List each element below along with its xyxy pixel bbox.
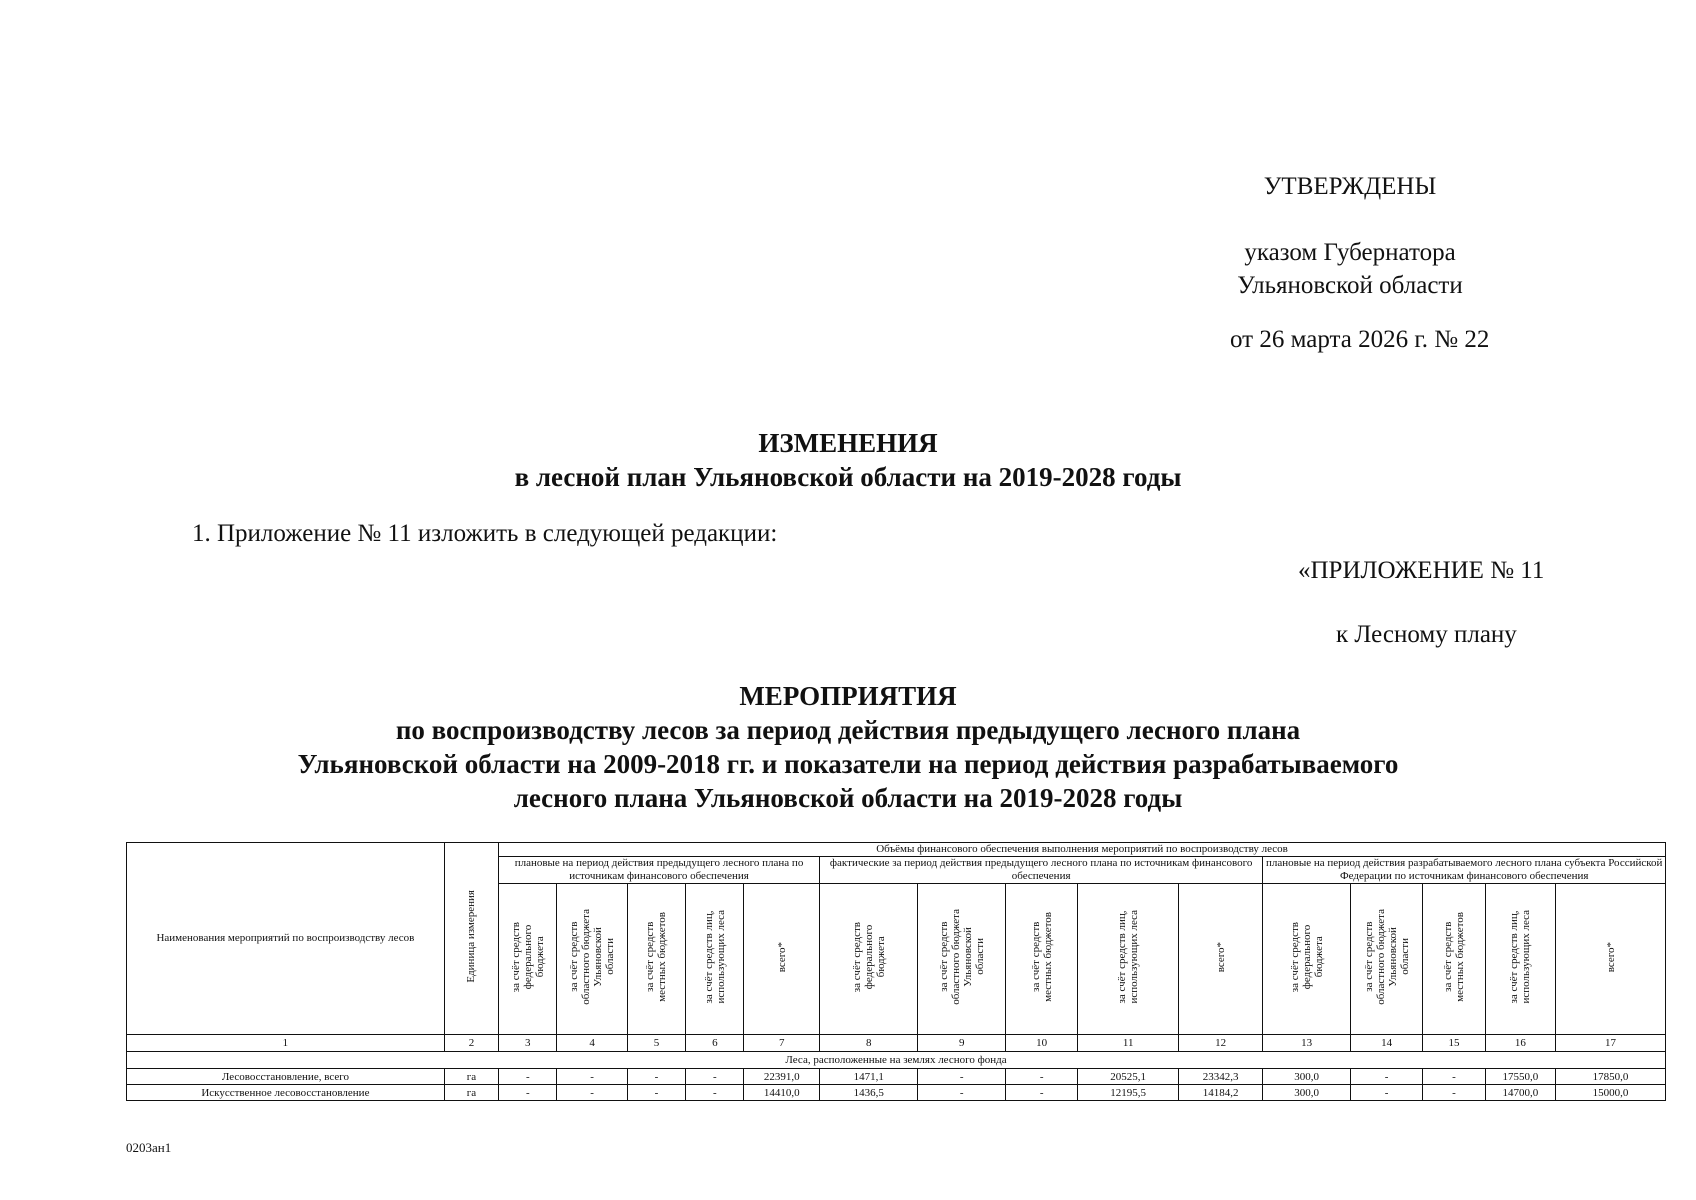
- table-cell: 17850,0: [1556, 1069, 1666, 1085]
- table-cell: -: [557, 1069, 627, 1085]
- header-group-actual-previous: фактические за период действия предыдущего лесного плана по источникам финансового обеспечения: [819, 857, 1263, 884]
- table-row: [127, 1085, 1666, 1101]
- section-label: Леса, расположенные на землях лесного фонда: [127, 1052, 1666, 1069]
- document-code: 0203ан1: [126, 1140, 172, 1155]
- approval-issuer-line2: Ульяновской области: [1237, 272, 1463, 299]
- header-local: за счёт средств местных бюджетов: [1423, 884, 1485, 1035]
- table-cell: га: [444, 1085, 498, 1101]
- header-users: за счёт средств лиц, использующих леса: [1078, 884, 1179, 1035]
- header-total: всего*: [744, 884, 819, 1035]
- approval-date: от 26 марта 2026 г. № 22: [1230, 326, 1490, 353]
- approval-issuer: [1230, 236, 1470, 302]
- table-cell: 14410,0: [744, 1085, 819, 1101]
- table-cell: 23342,3: [1178, 1069, 1262, 1085]
- table-cell: -: [1005, 1069, 1077, 1085]
- column-number: 3: [499, 1035, 557, 1052]
- row-name: Лесовосстановление, всего: [127, 1069, 445, 1085]
- appendix-ref: к Лесному плану: [1336, 621, 1517, 648]
- table-cell: -: [918, 1069, 1006, 1085]
- table-cell: -: [1423, 1069, 1485, 1085]
- approval-issuer-line1: указом Губернатора: [1244, 239, 1456, 266]
- header-total: всего*: [1178, 884, 1262, 1035]
- table-cell: -: [499, 1069, 557, 1085]
- header-regional: за счёт средств областного бюджета Ульяновской области: [918, 884, 1006, 1035]
- table-cell: -: [627, 1085, 685, 1101]
- header-volumes: Объёмы финансового обеспечения выполнения мероприятий по воспроизводству лесов: [499, 843, 1666, 857]
- header-federal: за счёт средств федерального бюджета: [499, 884, 557, 1035]
- header-federal: за счёт средств федерального бюджета: [819, 884, 918, 1035]
- header-regional: за счёт средств областного бюджета Ульяновской области: [557, 884, 627, 1035]
- section-subtitle-3: лесного плана Ульяновской области на 2019-2028 годы: [513, 783, 1183, 813]
- page-subtitle: в лесной план Ульяновской области на 2019-2028 годы: [514, 462, 1182, 492]
- column-number: 14: [1350, 1035, 1422, 1052]
- header-group-planned-new: плановые на период действия разрабатываемого лесного плана субъекта Российской Федерации по источникам финансового обеспечения: [1263, 857, 1666, 884]
- reforestation-table: [126, 842, 1666, 1101]
- column-number: 15: [1423, 1035, 1485, 1052]
- amendment-paragraph: 1. Приложение № 11 изложить в следующей редакции:: [192, 520, 778, 547]
- table-cell: 20525,1: [1078, 1069, 1179, 1085]
- column-number: 9: [918, 1035, 1006, 1052]
- column-number: 4: [557, 1035, 627, 1052]
- appendix-label: «ПРИЛОЖЕНИЕ № 11: [1298, 557, 1545, 584]
- header-local: за счёт средств местных бюджетов: [1005, 884, 1077, 1035]
- table-cell: -: [918, 1085, 1006, 1101]
- column-number: 17: [1556, 1035, 1666, 1052]
- header-total: всего*: [1556, 884, 1666, 1035]
- section-subtitle-2: Ульяновской области на 2009-2018 гг. и показатели на период действия разрабатываемого: [297, 749, 1399, 779]
- section-title: МЕРОПРИЯТИЯ: [739, 681, 957, 711]
- table-cell: 15000,0: [1556, 1085, 1666, 1101]
- table-cell: -: [499, 1085, 557, 1101]
- column-number: 13: [1263, 1035, 1351, 1052]
- table-row: [127, 1069, 1666, 1085]
- column-number: 5: [627, 1035, 685, 1052]
- approval-title: УТВЕРЖДЕНЫ: [1263, 173, 1437, 200]
- column-number: 16: [1485, 1035, 1555, 1052]
- header-federal: за счёт средств федерального бюджета: [1263, 884, 1351, 1035]
- column-number: 11: [1078, 1035, 1179, 1052]
- header-users: за счёт средств лиц, использующих леса: [686, 884, 744, 1035]
- column-number: 10: [1005, 1035, 1077, 1052]
- table-cell: 300,0: [1263, 1069, 1351, 1085]
- column-number-row: [127, 1035, 1666, 1052]
- table-cell: га: [444, 1069, 498, 1085]
- header-unit: Единица измерения: [444, 843, 498, 1035]
- table-cell: 14700,0: [1485, 1085, 1555, 1101]
- table-cell: -: [557, 1085, 627, 1101]
- column-number: 6: [686, 1035, 744, 1052]
- header-name: Наименования мероприятий по воспроизводству лесов: [127, 843, 445, 1035]
- column-number: 1: [127, 1035, 445, 1052]
- table-cell: -: [1350, 1069, 1422, 1085]
- table-cell: -: [686, 1085, 744, 1101]
- page-title: ИЗМЕНЕНИЯ: [758, 428, 938, 458]
- column-number: 12: [1178, 1035, 1262, 1052]
- header-regional: за счёт средств областного бюджета Ульяновской области: [1350, 884, 1422, 1035]
- table-cell: -: [686, 1069, 744, 1085]
- table-cell: -: [1005, 1085, 1077, 1101]
- table-cell: 300,0: [1263, 1085, 1351, 1101]
- table-cell: -: [1423, 1085, 1485, 1101]
- table-cell: -: [1350, 1085, 1422, 1101]
- row-name: Искусственное лесовосстановление: [127, 1085, 445, 1101]
- table-cell: 12195,5: [1078, 1085, 1179, 1101]
- table-cell: 1436,5: [819, 1085, 918, 1101]
- table-cell: 17550,0: [1485, 1069, 1555, 1085]
- table-cell: -: [627, 1069, 685, 1085]
- header-group-planned-previous: плановые на период действия предыдущего лесного плана по источникам финансового обеспечения: [499, 857, 820, 884]
- column-number: 2: [444, 1035, 498, 1052]
- header-users: за счёт средств лиц, использующих леса: [1485, 884, 1555, 1035]
- table-cell: 1471,1: [819, 1069, 918, 1085]
- column-number: 8: [819, 1035, 918, 1052]
- header-local: за счёт средств местных бюджетов: [627, 884, 685, 1035]
- section-subtitle-1: по воспроизводству лесов за период действия предыдущего лесного плана: [395, 715, 1301, 745]
- column-number: 7: [744, 1035, 819, 1052]
- table-cell: 14184,2: [1178, 1085, 1262, 1101]
- table-cell: 22391,0: [744, 1069, 819, 1085]
